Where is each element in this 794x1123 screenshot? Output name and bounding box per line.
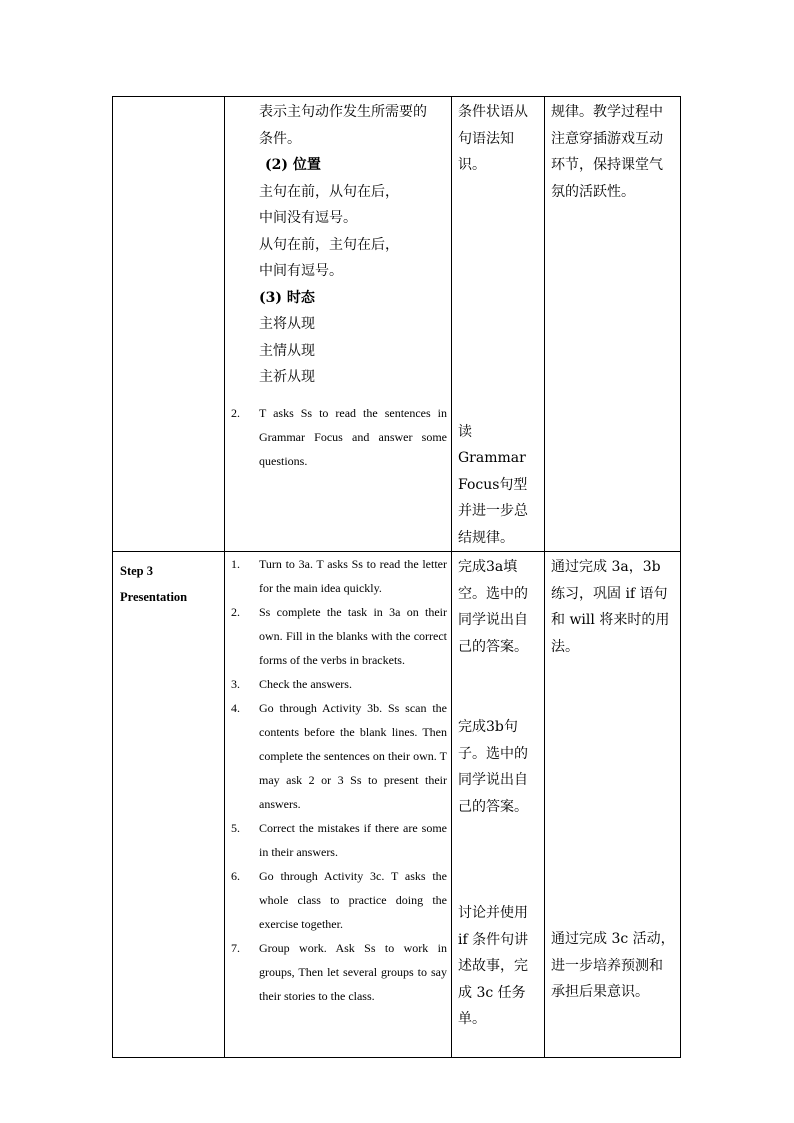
list-item-text: Check the answers. — [259, 677, 352, 691]
student-activity-text: 读 Grammar Focus句型并进一步总结规律。 — [458, 423, 528, 546]
list-item-text: Correct the mistakes if there are some in their answers. — [259, 821, 447, 859]
list-item — [225, 816, 447, 864]
list-item — [225, 600, 447, 672]
list-item-text: Go through Activity 3b. Ss scan the contents before the blank lines. Then complete the sentences on their own. T may ask 2 or 3 Ss to present their answers. — [259, 701, 447, 811]
grammar-line: 表示主句动作发生所需要的 — [259, 104, 427, 120]
list-item — [225, 864, 447, 936]
purpose-cell — [545, 552, 681, 1058]
student-activity-text: 完成3a填空。选中的同学说出自己的答案。 — [458, 559, 528, 655]
purpose-text: 通过完成 3a，3b 练习，巩固 if 语句和 will 将来时的用法。 — [551, 559, 670, 655]
list-item — [225, 672, 447, 696]
activities-cell — [225, 97, 452, 552]
list-item-text: Go through Activity 3c. T asks the whole class to practice doing the exercise together. — [259, 869, 447, 931]
student-activity-text: 讨论并使用 if 条件句讲述故事，完成 3c 任务单。 — [458, 905, 529, 1027]
list-item — [225, 552, 447, 600]
table-row — [113, 97, 681, 552]
list-number: 6. — [231, 869, 240, 883]
step-cell — [113, 552, 225, 1058]
lesson-plan-table — [112, 96, 681, 1058]
list-number: 4. — [231, 701, 240, 715]
student-activity-text: 条件状语从句语法知识。 — [458, 104, 528, 173]
purpose-cell — [545, 97, 681, 552]
list-item-text: Ss complete the task in 3a on their own. Fill in the blanks with the correct forms of the verbs in brackets. — [259, 605, 447, 667]
list-item-text: Turn to 3a. T asks Ss to read the letter for the main idea quickly. — [259, 557, 447, 595]
step-cell-empty — [113, 97, 225, 552]
purpose-text: 通过完成 3c 活动，进一步培养预测和承担后果意识。 — [551, 931, 675, 1000]
list-number: 7. — [231, 941, 240, 955]
grammar-line: 条件。 — [259, 130, 301, 147]
list-number: 3. — [231, 677, 240, 691]
list-number: 5. — [231, 821, 240, 835]
grammar-line: 主情从现 — [259, 342, 315, 359]
step-title: Presentation — [120, 590, 188, 604]
table-row — [113, 552, 681, 1058]
student-activity-text: 完成3b句子。选中的同学说出自己的答案。 — [458, 719, 528, 815]
list-item-text: Group work. Ask Ss to work in groups, Then let several groups to say their stories to the class. — [259, 941, 447, 1003]
list-item-text: T asks Ss to read the sentences in Grammar Focus and answer some questions. — [259, 405, 447, 468]
list-item — [225, 401, 447, 473]
activity-list — [225, 552, 451, 1008]
list-item — [225, 696, 447, 816]
list-number: 2. — [231, 605, 240, 619]
grammar-line: 主将从现 — [259, 316, 315, 332]
grammar-line: 中间没有逗号。 — [259, 210, 357, 226]
grammar-heading-position: (2) 位置 — [265, 157, 321, 173]
list-number: 2. — [231, 405, 240, 420]
grammar-heading-tense: (3) 时态 — [259, 289, 315, 306]
student-activity-cell — [452, 552, 545, 1058]
purpose-text: 规律。教学过程中注意穿插游戏互动环节，保持课堂气氛的活跃性。 — [551, 104, 663, 200]
grammar-line: 从句在前，主句在后， — [259, 236, 399, 253]
grammar-line: 中间有逗号。 — [259, 263, 343, 279]
activities-cell — [225, 552, 452, 1058]
grammar-line: 主句在前，从句在后， — [259, 183, 399, 200]
list-item — [225, 936, 447, 1008]
grammar-line: 主祈从现 — [259, 369, 315, 385]
step-number: Step 3 — [120, 564, 153, 578]
list-number: 1. — [231, 557, 240, 571]
student-activity-cell — [452, 97, 545, 552]
